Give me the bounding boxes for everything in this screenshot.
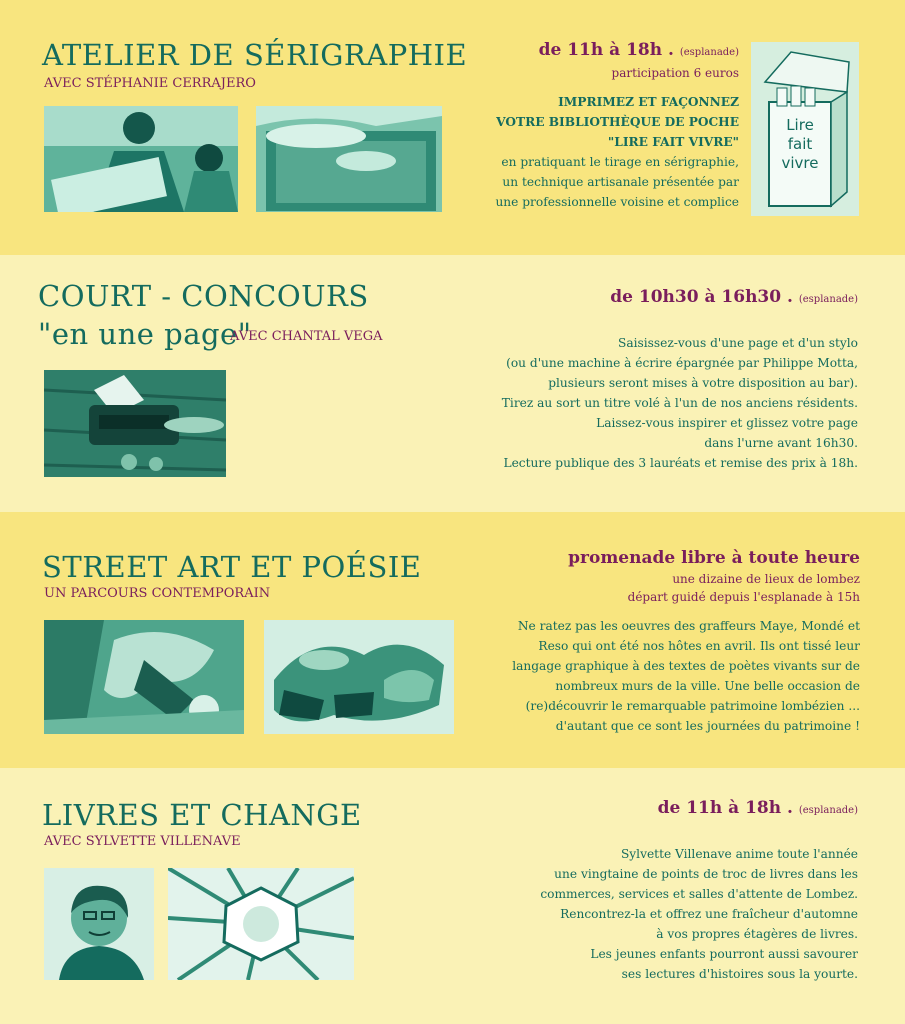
price-note: participation 6 euros: [611, 66, 739, 80]
pocket-library-box-image: [751, 42, 859, 216]
section-street-art: [0, 512, 905, 768]
screenprint-photo-2: [256, 106, 442, 212]
section-title: COURT - CONCOURS: [38, 279, 369, 313]
schedule-time: de 11h à 18h . (esplanade): [657, 798, 858, 818]
section-title: ATELIER DE SÉRIGRAPHIE: [42, 38, 468, 72]
schedule-place: (esplanade): [798, 294, 858, 305]
section-livres-et-change: [0, 768, 905, 1024]
section-serigraphie: [0, 0, 905, 255]
guided-tour-note: départ guidé depuis l'esplanade à 15h: [627, 590, 860, 604]
section-subtitle: UN PARCOURS CONTEMPORAIN: [44, 586, 271, 601]
section-description: Saisissez-vous d'une page et d'un stylo (ou d'une machine à écrire épargnée par Philippe Motta, plusieurs seront mises à votre disposition au bar). Tirez au sort un titre volé à l'un de nos anciens résidents. Laissez-vous inspirer et glissez votre page dans l'urne avant 16h30. Lecture publique des 3 lauréats et remise des prix à 18h.: [501, 336, 858, 470]
section-title: STREET ART ET POÉSIE: [42, 550, 422, 584]
locations-note: une dizaine de lieux de lombez: [672, 572, 860, 586]
section-subtitle: AVEC STÉPHANIE CERRAJERO: [44, 76, 256, 91]
portrait-photo: [44, 868, 154, 980]
schedule-time: promenade libre à toute heure: [568, 548, 860, 568]
schedule-time: de 10h30 à 16h30 . (esplanade): [610, 287, 858, 307]
section-description: IMPRIMEZ ET FAÇONNEZ VOTRE BIBLIOTHÈQUE DE POCHE "LIRE FAIT VIVRE" en pratiquant le tirage en sérigraphie, un technique artisanale présentée par une professionnelle voisine et complice: [495, 95, 739, 209]
section-title: LIVRES ET CHANGE: [42, 798, 362, 832]
street-art-photo-1: [44, 620, 244, 734]
typewriter-photo: [44, 370, 226, 477]
yurt-roof-photo: [168, 868, 354, 980]
section-subtitle: AVEC SYLVETTE VILLENAVE: [44, 834, 241, 849]
schedule-time: de 11h à 18h . (esplanade): [538, 40, 739, 60]
section-court-concours: [0, 255, 905, 512]
schedule-place: (esplanade): [798, 805, 858, 816]
section-description: Ne ratez pas les oeuvres des graffeurs Maye, Mondé et Reso qui ont été nos hôtes en avril. Ils ont tissé leur langage graphique à des textes de poètes vivants sur de nombreux murs de la ville. Une belle occasion de (re)découvrir le remarquable patrimoine lombézien ... d'autant que ce sont les journées du patrimoine !: [512, 619, 860, 733]
section-title-2: "en une page": [38, 317, 252, 351]
schedule-place: (esplanade): [679, 47, 739, 58]
section-subtitle: AVEC CHANTAL VEGA: [230, 329, 383, 344]
street-art-photo-2: [264, 620, 454, 734]
screenprint-photo-1: [44, 106, 238, 212]
section-description: Sylvette Villenave anime toute l'année une vingtaine de points de troc de livres dans les commerces, services et salles d'attente de Lombez. Rencontrez-la et offrez une fraîcheur d'automne à vos propres étagères de livres. Les jeunes enfants pourront aussi savourer ses lectures d'histoires sous la yourte.: [540, 847, 858, 981]
box-label: Lire fait vivre: [781, 116, 819, 172]
